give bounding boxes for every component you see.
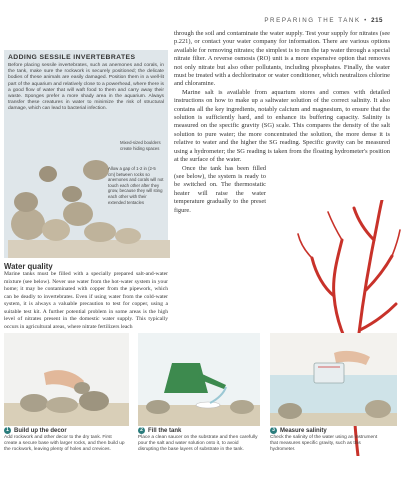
sidebar-box [4,50,168,258]
step-3-heading [270,427,386,434]
water-quality-text: Marine tanks must be filled with a specially prepared salt-and-water mixture (see below). Never use water from the hot-water system in your home; it may be contaminated with copper from the pipework, which can be deadly to invertebrates. Even if using water from the cold-water system, it is always a valuable precaution to test for copper, using a suitable test kit. A further potential problem in some areas is the high level of nitrates present in the domestic water supply. This typically occurs in agricultural areas, where nitrate fertilizers leach [4,271,168,330]
step-2 [138,427,260,453]
right-column [174,30,390,215]
water-quality-heading: Water quality [4,262,53,271]
note-boulders: Mixed-sized boulders create hiding spaces [120,140,161,151]
running-header [264,17,383,24]
page-number: 215 [371,17,383,24]
photo-fill-tank [138,333,260,426]
paragraph-marine-salt: Marine salt is available from aquarium stores and comes with detailed instructions on how to make up a saltwater solution of the correct salinity. It also contains all the key ingredients, notably calcium and magnesium, to ensure that the solution is sufficiently hard, and to enhance its buffering capacity. Salinity is measured on the specific gravity (SG) scale. This compares the density of the salt solution to pure water; the more concentrated the solution, the more dense it is relative to water and the higher the SG reading. Specific gravity can be measured using a hydrometer; the SG reading is taken from the floating hydrometer's position at the surface of the water. [174,88,390,164]
step-1-heading [4,427,126,434]
paragraph-nitrates: through the soil and contaminate the water supply. Test your supply for nitrates (see p.221), or contact your water company for information. There are various options available for removing nitrates; the simplest is to run the tap water through a special nitrate filter. A reverse osmosis (RO) unit is a more expensive option that removes not only nitrate but also other pollutants, including phosphates. Finally, the water must be treated with a dechlorinator or water conditioner, which neutralizes chlorine and chloramine. [174,30,390,88]
step-2-heading [138,427,260,434]
step-3-number: 3 [270,427,277,434]
step-3 [270,427,386,453]
section-title: PREPARING THE TANK [264,17,361,24]
step-3-text: Check the salinity of the water using an instrument that measures specific gravity, such as this hydrometer. [270,435,378,453]
step-2-title: Fill the tank [148,427,182,434]
sidebar-heading: ADDING SESSILE INVERTEBRATES [8,54,136,61]
note-gap: Allow a gap of 1-2 in (2-5 cm) between rocks so anemones and corals will not touch each other after they grow, because they will sting each other with their extended tentacles [108,166,164,205]
step-2-number: 2 [138,427,145,434]
step-1 [4,427,126,453]
step-1-text: Add rockwork and other decor to the dry tank. First create a secure base with larger rocks, and then build up the rockwork, leaving plenty of holes and crevices. [4,435,125,453]
photo-measure-salinity [270,333,397,426]
sidebar-text: Before placing sessile invertebrates, such as anemones and corals, in the tank, make sure the rockwork is securely positioned; the delicate bodies of these animals are easily damaged. Position them in a well-lit part of the aquarium and relatively close to a powerhead, where there is a good flow of water that will waft food to them and carry away their waste. Sponges prefer a more shady area in the aquarium. Always transfer these creatures in water to minimize the risk of structural damage, which can lead to bacterial infection. [8,63,164,112]
step-1-title: Build up the decor [14,427,67,434]
step-3-title: Measure salinity [280,427,327,434]
photo-build-decor [4,333,129,426]
header-bullet: • [364,17,368,24]
step-2-text: Place a clean saucer on the substrate and then carefully pour the salt and water solution onto it, to avoid disrupting the base layers of substrate in the tank. [138,435,258,453]
step-1-number: 1 [4,427,11,434]
paragraph-switch-on: Once the tank has been filled (see below), the system is ready to be switched on. The thermostatic heater will raise the water temperature gradually to the preset figure. [174,164,266,214]
